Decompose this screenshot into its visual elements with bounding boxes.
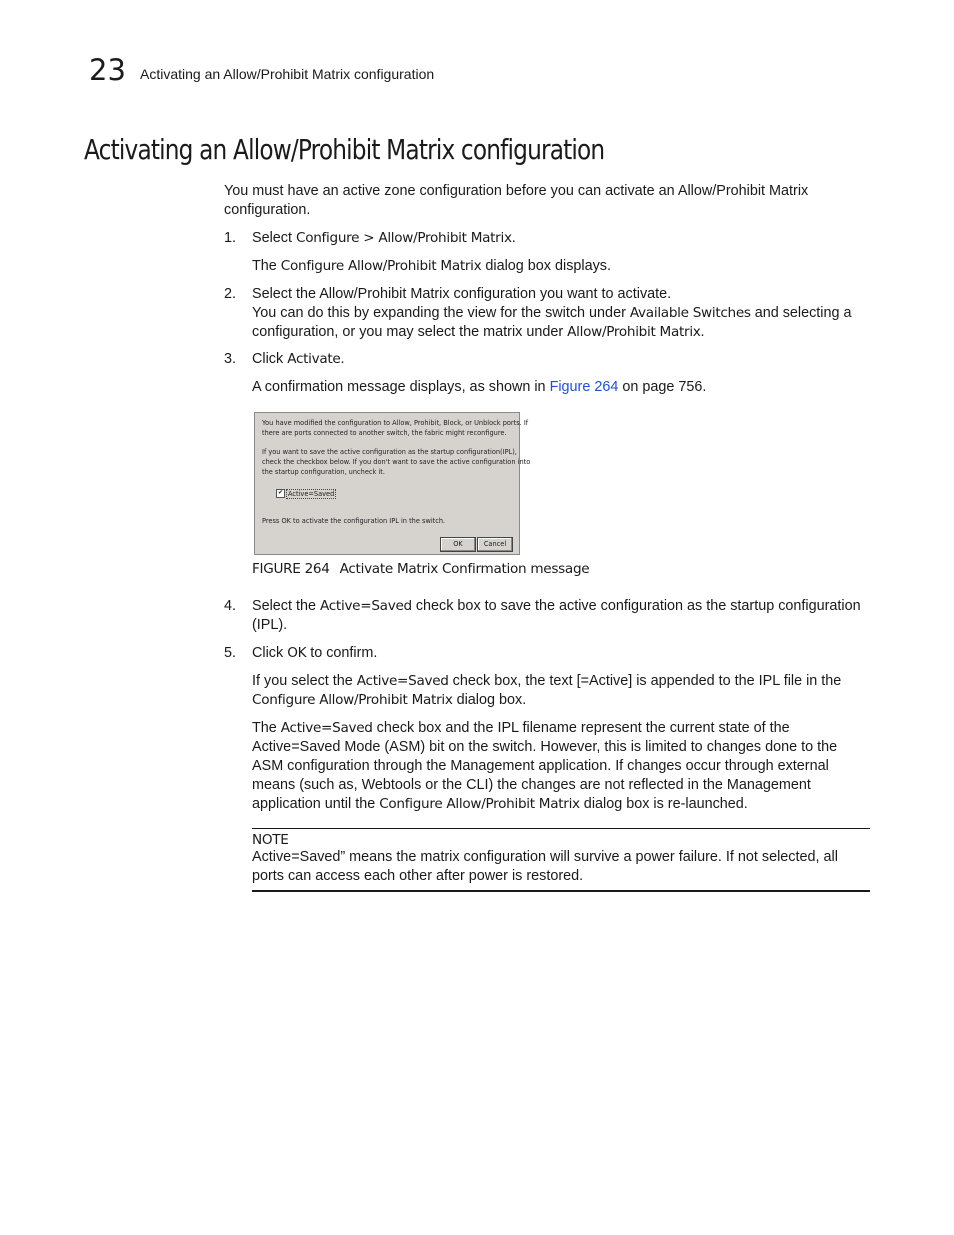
chapter-number: 23 [89,53,126,87]
step-text [252,285,872,342]
dialog-text-line: the startup configuration, uncheck it. [262,468,385,476]
checkbox-name: Active=Saved [320,598,412,614]
text-run: . [511,230,516,246]
dialog-name: Configure Allow/Prohibit Matrix [252,692,453,708]
step-number: 5. [224,645,237,661]
cancel-button: Cancel [477,537,513,552]
figure-link[interactable]: Figure 264 [549,379,619,395]
text-run: . [340,351,345,367]
paragraph-append-info [252,672,862,710]
text-run: The [252,720,281,736]
figure-caption-text: Activate Matrix Confirmation message [339,561,590,577]
text-run: to confirm. [306,645,378,661]
dialog-text-line: Press OK to activate the configuration IPL in the switch. [262,517,446,525]
button-name: OK [287,645,307,661]
button-name: Activate [287,351,341,367]
menu-path: Configure > Allow/Prohibit Matrix [296,230,512,246]
text-run: The [252,258,281,274]
page-title: Activating an Allow/Prohibit Matrix configuration [84,133,605,166]
step-3 [0,350,954,369]
text-run: dialog box. [452,692,527,708]
ok-button: OK [440,537,476,552]
note-top-rule [252,828,870,829]
ui-label: Available Switches [629,305,751,321]
text-run: dialog box is re-launched. [579,796,748,812]
step-5 [0,644,954,663]
dialog-text-line: check the checkbox below. If you don't want to save the active configuration into [262,458,531,466]
text-run: check box to save the active configuration as the startup configuration (IPL). [252,598,861,633]
text-run: Select [252,230,296,246]
dialog-name: Configure Allow/Prohibit Matrix [379,796,580,812]
dialog-text-line: there are ports connected to another switch, the fabric might reconfigure. [262,429,507,437]
note-text: Active=Saved” means the matrix configuration will survive a power failure. If not selected, all ports can access each other after power is restored. [252,849,838,884]
active-saved-checkbox: ✔ [277,490,284,496]
dialog-name: Configure Allow/Prohibit Matrix [280,258,482,274]
text-run: Click [252,645,288,661]
step-3-result [252,378,872,397]
step-number: 3. [224,351,237,367]
intro-paragraph: You must have an active zone configuration before you can activate an Allow/Prohibit Matrix configuration. [224,183,809,218]
note-heading: NOTE [252,832,289,848]
active-saved-checkbox-label: Active=Saved [288,490,335,498]
step-2 [0,285,954,345]
figure-label: FIGURE 264 [252,561,330,577]
step-text [252,350,872,369]
dialog-text-line: If you want to save the active configuration as the startup configuration(IPL), [262,448,517,456]
text-run: check box, the text [=Active] is appended to the IPL file in the [448,673,842,689]
text-run: You can do this by expanding the view for the switch under [252,305,630,321]
text-run: Click [252,351,288,367]
step-text [252,644,872,663]
text-run: dialog box displays. [481,258,611,274]
paragraph-asm-info [252,719,862,814]
confirmation-dialog-image [254,412,531,555]
text-run: on page 756. [618,379,707,395]
step-1-result [252,257,872,276]
step-1 [0,229,954,248]
text-run: . [700,324,705,340]
step-text [252,597,872,635]
text-run: If you select the [252,673,357,689]
dialog-text-line: You have modified the configuration to Allow, Prohibit, Block, or Unblock ports. If [262,419,529,427]
ui-label: Allow/Prohibit Matrix [567,324,701,340]
text-run: and selecting a configuration, or you may select the matrix under [252,305,852,340]
step-number: 1. [224,230,237,246]
step-text [252,229,872,248]
step-number: 4. [224,598,237,614]
figure-caption [252,560,589,578]
step-detail [252,304,872,342]
checkbox-name: Active=Saved [280,720,373,736]
checkbox-name: Active=Saved [356,673,449,689]
step-number: 2. [224,286,237,302]
text-run: Select the [252,598,320,614]
running-header: Activating an Allow/Prohibit Matrix configuration [140,66,435,82]
note-bottom-rule [252,890,870,892]
text-run: A confirmation message displays, as shown in [252,379,550,395]
text-run: check box and the IPL filename represent the current state of the Active=Saved Mode (ASM) bit on the switch. However, this is limited to changes done to the ASM configuration through the Management application. If changes occur through external means (such as, Webtools or the CLI) the changes are not reflected in the Management application until the [252,720,838,812]
step-4 [0,597,954,637]
text-run: Select the Allow/Prohibit Matrix configuration you want to activate. [252,286,672,302]
